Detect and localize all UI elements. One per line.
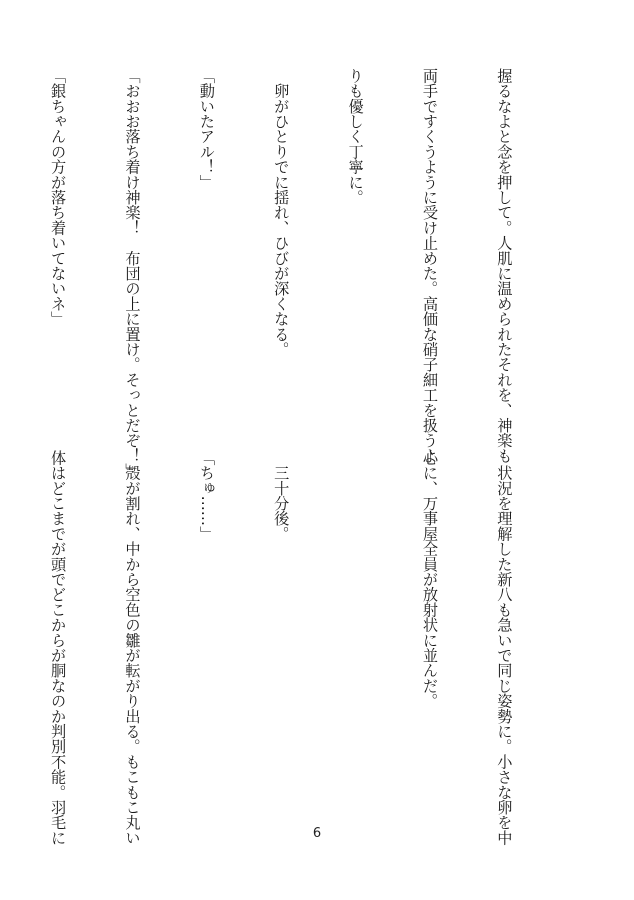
text-line: 心に、万事屋全員が放射状に並んだ。	[421, 450, 440, 709]
text-line: 卵がひとりでに揺れ、ひびが深くなる。	[272, 68, 291, 357]
page-number: 6	[312, 826, 322, 841]
text-line: 体はどこまでが頭でどこからが胴なのか判別不能。羽毛に	[49, 450, 68, 846]
text-line: 「動いたアル！」	[197, 68, 216, 190]
text-line: りも優しく丁寧に。	[346, 68, 365, 205]
text-line: 両手ですくうように受け止めた。高価な硝子細工を扱うよ	[421, 68, 440, 464]
text-block-upper	[49, 68, 566, 479]
text-line: 状況を理解した新八も急いで同じ姿勢に。小さな卵を中	[495, 450, 514, 846]
text-line: 「ちゅ……」	[197, 450, 216, 542]
text-line: 「おおお落ち着け神楽！ 布団の上に置け。そっとだぞ！」	[123, 68, 142, 479]
text-line: 握るなよと念を押して。人肌に温められたそれを、神楽も	[495, 68, 514, 464]
text-line: 「銀ちゃんの方が落ち着いてないネ」	[49, 68, 68, 327]
text-line: 三十分後。	[272, 450, 291, 542]
text-block-lower	[49, 450, 566, 846]
text-line: 殻が割れ、中から空色の雛が転がり出る。もこもこ丸い	[123, 450, 142, 846]
blank-line	[343, 450, 368, 810]
